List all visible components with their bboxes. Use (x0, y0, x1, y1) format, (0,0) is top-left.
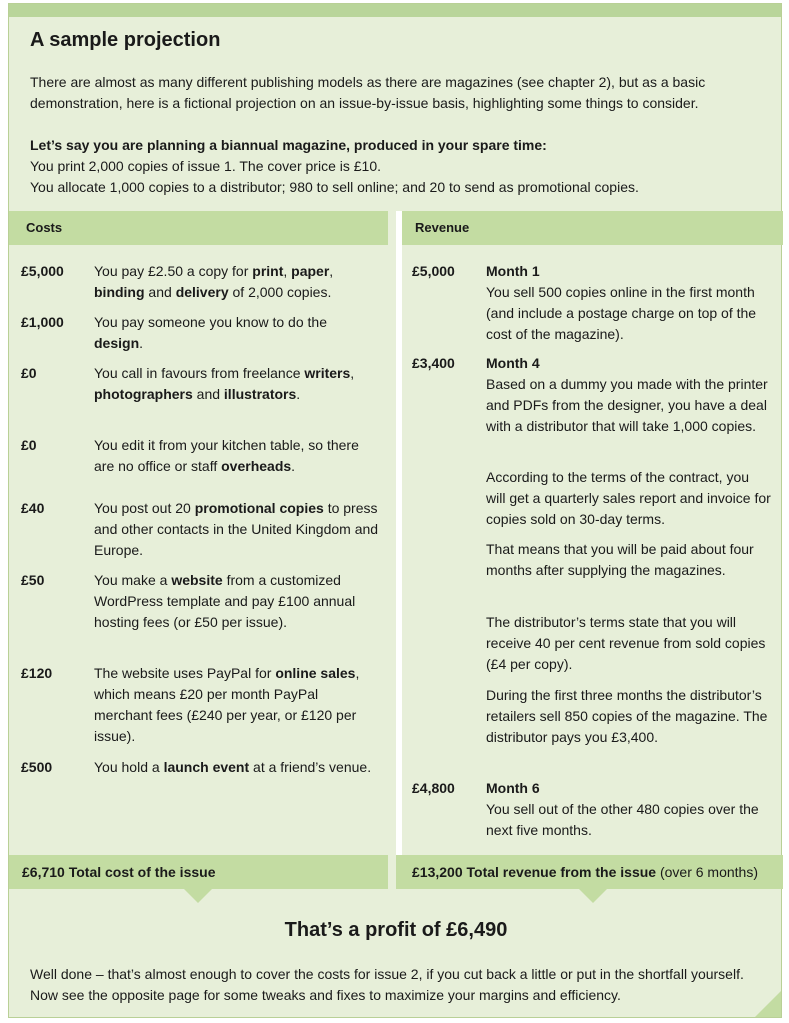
revenue-description (486, 778, 771, 841)
cost-text: from a customized WordPress template and pay £100 annual hosting fees (or £50 per issue). (94, 572, 356, 630)
cost-text: , (350, 365, 355, 381)
cost-keyword: online sales (275, 665, 356, 681)
outro-text: Well done – that’s almost enough to cover the costs for issue 2, if you cut back a little or put in the shortfall yourself. Now see the opposite page for some tweaks and fixes to maximize your margins and efficiency. (30, 966, 744, 1003)
cost-description (94, 363, 379, 405)
cost-amount: £0 (21, 437, 37, 453)
costs-total-amount: £6,710 (22, 864, 65, 880)
cost-text: and (192, 386, 224, 402)
revenue-month: Month 4 (486, 355, 540, 371)
cost-text: The website uses PayPal for (94, 665, 276, 681)
cost-text: , (283, 263, 292, 279)
profit-heading: That’s a profit of £6,490 (284, 919, 508, 941)
revenue-total-label: Total revenue from the issue (466, 864, 657, 880)
cost-text: to press and other contacts in the United Kingdom and Europe. (94, 500, 379, 558)
page-corner (755, 991, 781, 1017)
costs-total-label: Total cost of the issue (68, 864, 216, 880)
revenue-text: Based on a dummy you made with the printer and PDFs from the designer, you have a deal with a distributor that will take 1,000 copies. (486, 376, 768, 434)
revenue-description (486, 261, 771, 345)
revenue-heading: Revenue (415, 220, 470, 235)
cost-text: You edit it from your kitchen table, so there are no office or staff (94, 437, 359, 474)
cost-text: . (296, 386, 301, 402)
scenario-line-2: You allocate 1,000 copies to a distributor; 980 to sell online; and 20 to send as promotional copies. (30, 179, 639, 195)
cost-description (94, 435, 379, 477)
scenario-line-1: You print 2,000 copies of issue 1. The cover price is £10. (30, 158, 381, 174)
revenue-description (486, 353, 771, 437)
revenue-text: You sell out of the other 480 copies over the next five months. (486, 801, 759, 838)
cost-keyword: illustrators (223, 386, 297, 402)
revenue-pointer (579, 889, 607, 903)
cost-text: , (329, 263, 334, 279)
cost-keyword: promotional copies (194, 500, 324, 516)
cost-amount: £500 (21, 759, 53, 775)
payment-timing-text: That means that you will be paid about four months after supplying the magazines. (486, 541, 754, 578)
cost-description (94, 498, 379, 561)
revenue-total-note: (over 6 months) (659, 864, 759, 880)
cost-amount: £120 (21, 665, 53, 681)
retail-sales-text: During the first three months the distributor’s retailers sell 850 copies of the magazine. The distributor pays you £3,400. (486, 687, 768, 745)
cost-amount: £40 (21, 500, 45, 516)
revenue-month: Month 1 (486, 263, 540, 279)
revenue-header (396, 211, 783, 245)
cost-description (94, 757, 379, 778)
cost-text: You pay someone you know to do the (94, 314, 327, 330)
cost-keyword: binding (94, 284, 145, 300)
cost-keyword: delivery (175, 284, 229, 300)
cost-text: You call in favours from freelance (94, 365, 305, 381)
cost-description (94, 312, 379, 354)
revenue-amount: £4,800 (412, 780, 455, 796)
cost-text: You make a (94, 572, 172, 588)
cost-keyword: design (94, 335, 140, 351)
cost-text: at a friend’s venue. (249, 759, 372, 775)
top-accent-bar (9, 4, 781, 17)
distributor-terms-text: The distributor’s terms state that you will receive 40 per cent revenue from sold copies (£4 per copy). (486, 614, 766, 672)
projection-panel (8, 3, 782, 1018)
cost-description (94, 663, 379, 747)
contract-terms-text: According to the terms of the contract, you will get a quarterly sales report and invoice for copies sold on 30-day terms. (486, 469, 771, 527)
cost-amount: £0 (21, 365, 37, 381)
cost-keyword: launch event (163, 759, 250, 775)
cost-description (94, 261, 379, 303)
costs-heading: Costs (26, 220, 63, 235)
costs-header (9, 211, 388, 245)
revenue-amount: £3,400 (412, 355, 455, 371)
page-title: A sample projection (30, 29, 221, 51)
cost-text: , which means £20 per month PayPal merchant fees (£240 per year, or £120 per issue). (94, 665, 360, 744)
cost-text: You post out 20 (94, 500, 195, 516)
revenue-text: You sell 500 copies online in the first month (and include a postage charge on top of the cost of the magazine). (486, 284, 757, 342)
cost-text: and (144, 284, 176, 300)
cost-keyword: photographers (94, 386, 193, 402)
cost-amount: £50 (21, 572, 45, 588)
column-divider (396, 211, 402, 887)
cost-keyword: paper (291, 263, 330, 279)
cost-amount: £5,000 (21, 263, 64, 279)
cost-keyword: overheads (221, 458, 292, 474)
cost-text: of 2,000 copies. (228, 284, 332, 300)
costs-total-bar (9, 855, 388, 889)
revenue-month: Month 6 (486, 780, 540, 796)
cost-keyword: website (171, 572, 223, 588)
scenario-text (30, 135, 770, 198)
cost-text: . (291, 458, 296, 474)
intro-text: There are almost as many different publishing models as there are magazines (see chapter 2), but as a basic demonstration, here is a fictional projection on an issue-by-issue basis, highlighting some things to consider. (30, 74, 706, 111)
scenario-heading: Let’s say you are planning a biannual magazine, produced in your spare time: (30, 137, 547, 153)
cost-keyword: writers (304, 365, 351, 381)
cost-text: You pay £2.50 a copy for (94, 263, 253, 279)
cost-amount: £1,000 (21, 314, 64, 330)
revenue-total-bar (396, 855, 783, 889)
costs-pointer (184, 889, 212, 903)
cost-keyword: print (252, 263, 284, 279)
cost-text: . (139, 335, 144, 351)
cost-description (94, 570, 379, 633)
revenue-total-amount: £13,200 (412, 864, 463, 880)
revenue-amount: £5,000 (412, 263, 455, 279)
cost-text: You hold a (94, 759, 164, 775)
